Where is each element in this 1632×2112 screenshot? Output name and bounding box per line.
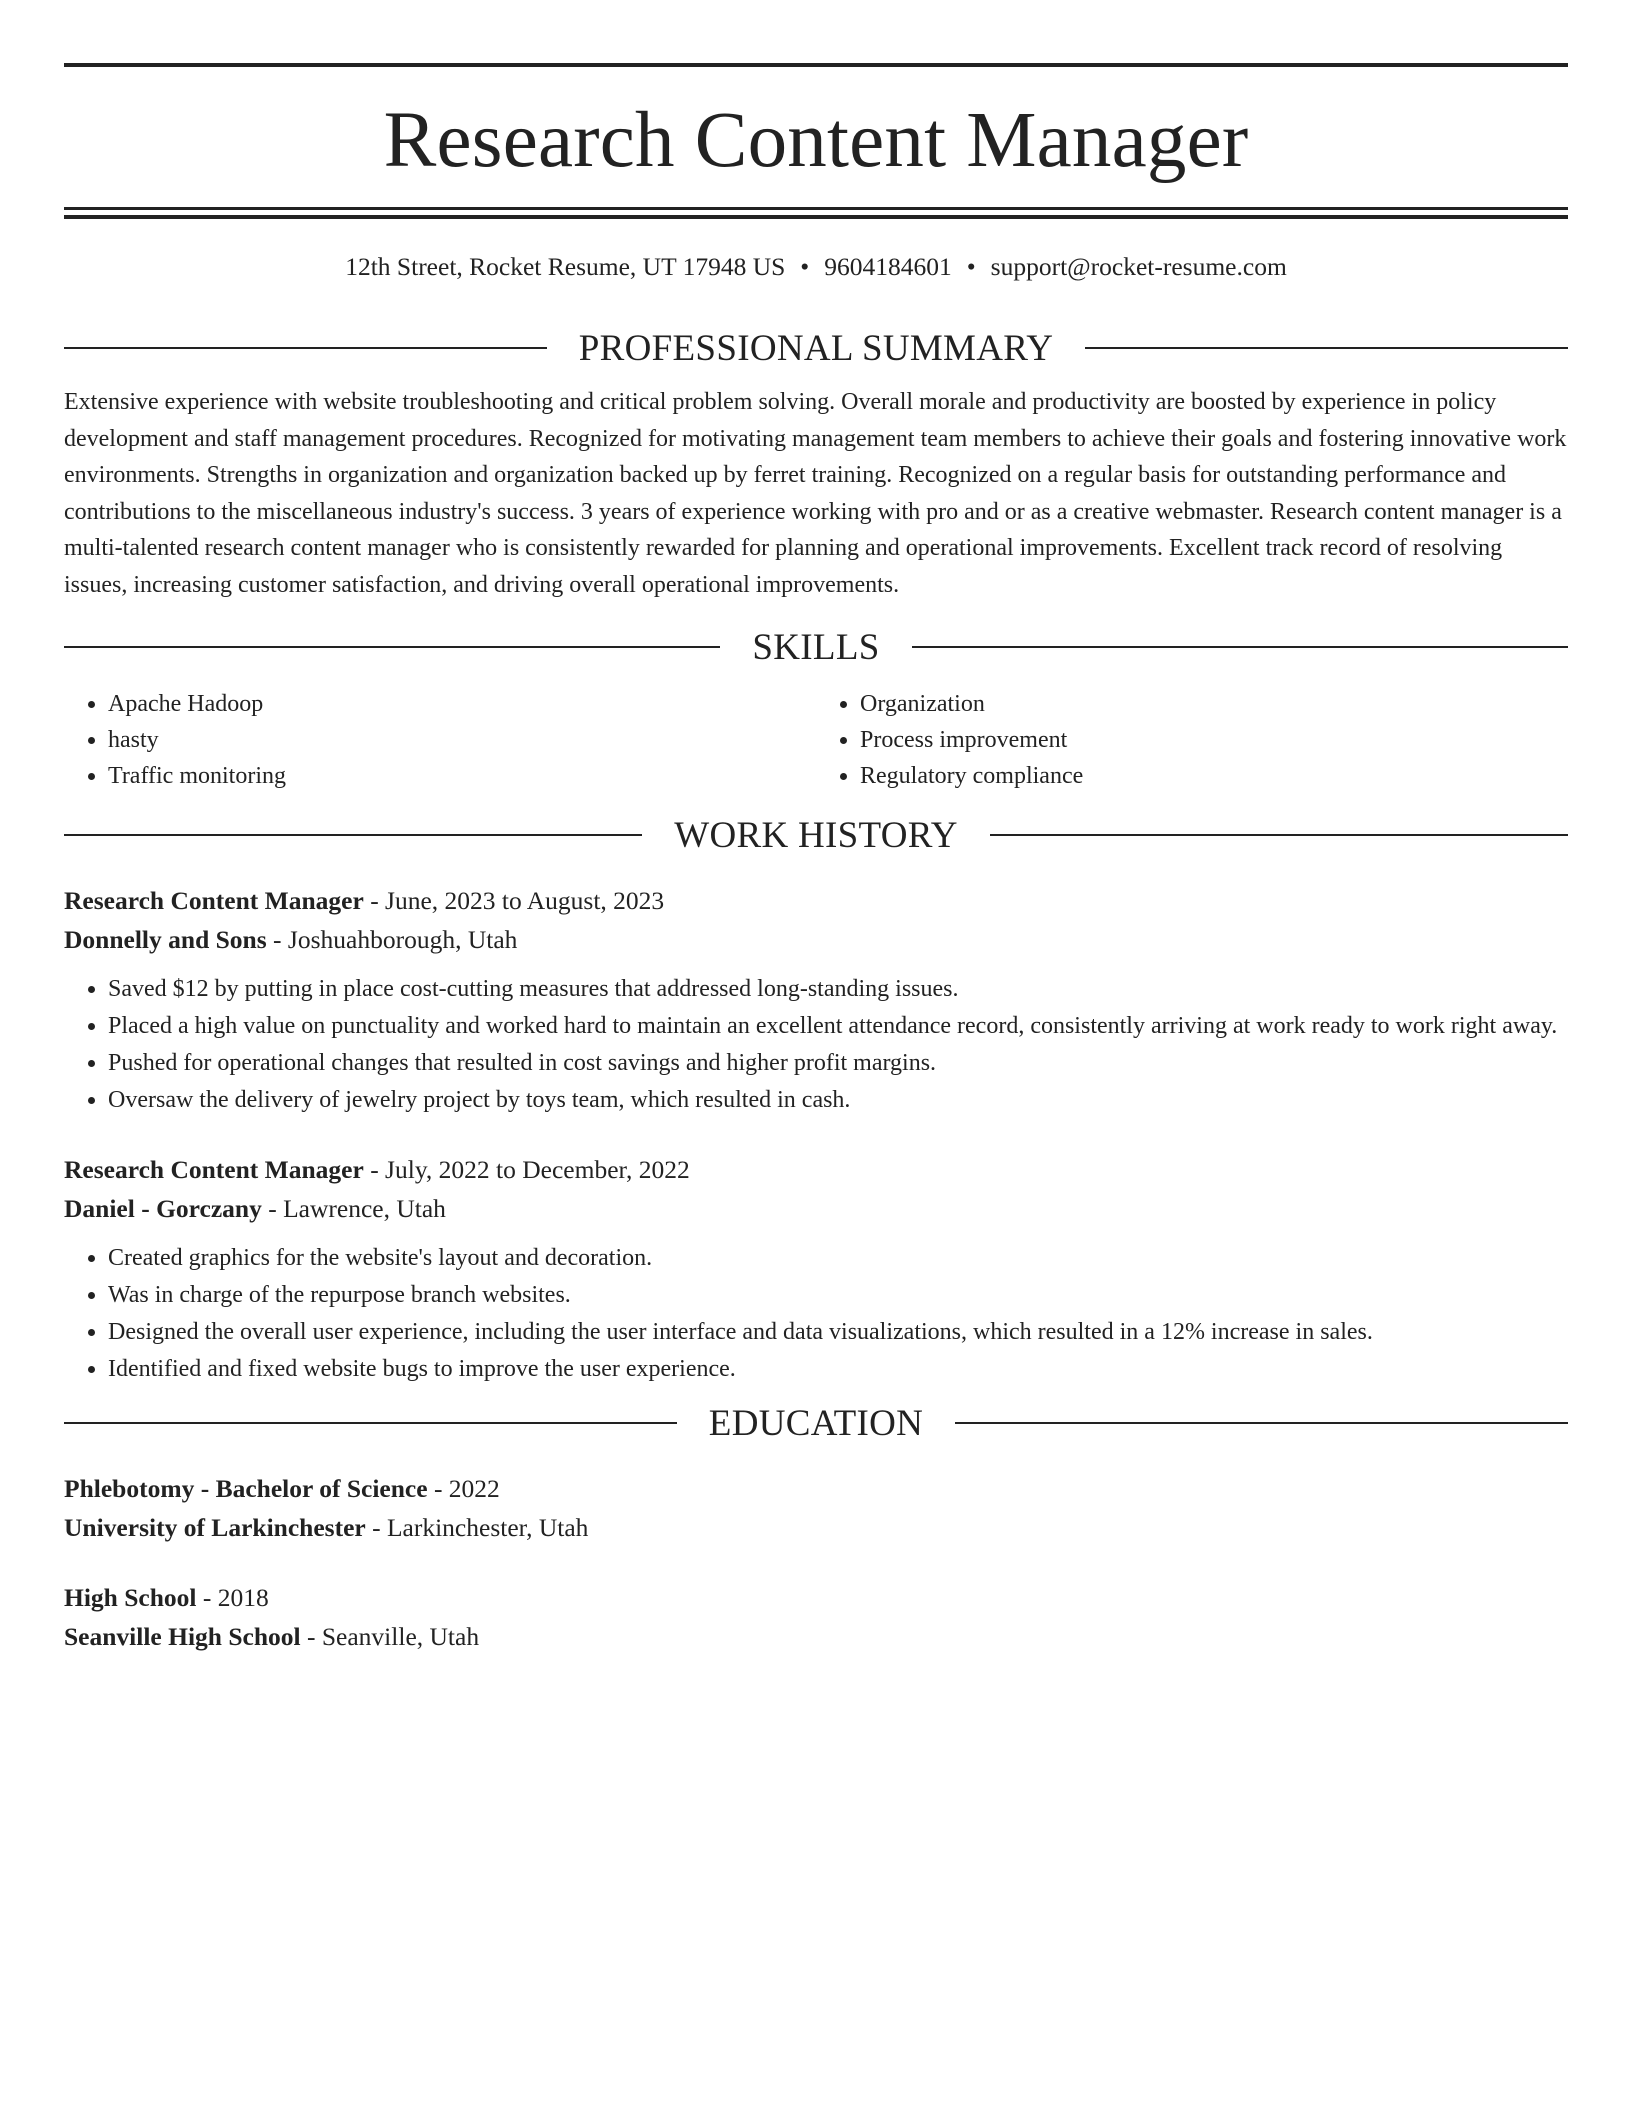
skill-item: • Regulatory compliance bbox=[860, 758, 1568, 794]
job-title-line bbox=[64, 881, 1568, 920]
education-year: - 2018 bbox=[196, 1583, 269, 1612]
education-entry bbox=[64, 1578, 1568, 1656]
skill-item: • Organization bbox=[860, 686, 1568, 722]
heading-rule-left bbox=[64, 347, 547, 349]
heading-rule-left bbox=[64, 834, 642, 836]
education-degree-line bbox=[64, 1578, 1568, 1617]
job-dates: - July, 2022 to December, 2022 bbox=[363, 1155, 690, 1184]
contact-separator: • bbox=[966, 252, 976, 281]
job-dates: - June, 2023 to August, 2023 bbox=[363, 886, 665, 915]
job-title-line bbox=[64, 1150, 1568, 1189]
job-bullet: • Oversaw the delivery of jewelry project by toys team, which resulted in cash. bbox=[108, 1082, 1568, 1118]
job-company-line bbox=[64, 1189, 1568, 1228]
skill-item: • Traffic monitoring bbox=[108, 758, 816, 794]
job-location: - Joshuahborough, Utah bbox=[266, 925, 518, 954]
education-heading-title: EDUCATION bbox=[708, 1402, 924, 1444]
skills-heading bbox=[64, 623, 1568, 671]
contact-line bbox=[64, 254, 1568, 284]
skill-item: • Apache Hadoop bbox=[108, 686, 816, 722]
summary-heading bbox=[64, 324, 1568, 372]
education-location: - Seanville, Utah bbox=[300, 1622, 480, 1651]
education-degree: Phlebotomy - Bachelor of Science bbox=[64, 1474, 428, 1503]
heading-rule-right bbox=[912, 646, 1568, 648]
education-school-line bbox=[64, 1508, 1568, 1547]
skills-column-left bbox=[64, 686, 816, 794]
job-bullet: • Designed the overall user experience, including the user interface and data visualizations, which resulted in a 12% increase in sales. bbox=[108, 1314, 1568, 1350]
contact-phone: 9604184601 bbox=[824, 252, 952, 281]
skills-heading-title: SKILLS bbox=[752, 626, 880, 668]
skills-list bbox=[64, 686, 1568, 794]
header-top-rule bbox=[64, 63, 1568, 67]
header-double-rule bbox=[64, 207, 1568, 219]
job-bullet: • Pushed for operational changes that resulted in cost savings and higher profit margins. bbox=[108, 1045, 1568, 1081]
job-bullet: • Saved $12 by putting in place cost-cutting measures that addressed long-standing issues. bbox=[108, 971, 1568, 1007]
skill-item: • Process improvement bbox=[860, 722, 1568, 758]
education-school-line bbox=[64, 1617, 1568, 1656]
skills-column-right bbox=[816, 686, 1568, 794]
job-bullet: • Placed a high value on punctuality and worked hard to maintain an excellent attendance record, consistently arriving at work ready to work right away. bbox=[108, 1008, 1568, 1044]
education-location: - Larkinchester, Utah bbox=[365, 1513, 589, 1542]
job-company-line bbox=[64, 920, 1568, 959]
education-heading bbox=[64, 1399, 1568, 1447]
heading-rule-right bbox=[1085, 347, 1568, 349]
work-heading bbox=[64, 811, 1568, 859]
job-bullets bbox=[64, 1240, 1568, 1387]
heading-rule-left bbox=[64, 1422, 677, 1424]
job-bullet: • Identified and fixed website bugs to improve the user experience. bbox=[108, 1351, 1568, 1387]
contact-email: support@rocket-resume.com bbox=[990, 252, 1287, 281]
education-school: Seanville High School bbox=[64, 1622, 301, 1651]
skill-item: • hasty bbox=[108, 722, 816, 758]
candidate-name: Research Content Manager bbox=[383, 97, 1249, 184]
heading-rule-right bbox=[990, 834, 1568, 836]
education-degree-line bbox=[64, 1469, 1568, 1508]
job-bullet: • Was in charge of the repurpose branch websites. bbox=[108, 1277, 1568, 1313]
job-entry bbox=[64, 881, 1568, 1118]
job-title: Research Content Manager bbox=[64, 886, 364, 915]
education-year: - 2022 bbox=[427, 1474, 500, 1503]
job-bullets bbox=[64, 971, 1568, 1118]
heading-rule-left bbox=[64, 646, 720, 648]
job-company: Donnelly and Sons bbox=[64, 925, 267, 954]
education-school: University of Larkinchester bbox=[64, 1513, 366, 1542]
heading-rule-right bbox=[955, 1422, 1568, 1424]
summary-text: Extensive experience with website troubleshooting and critical problem solving. Overall morale and productivity are boosted by experience in policy development and staff management procedures. Recognized for motivating management team members to achieve their goals and fostering innovative work environments. Strengths in organization and organization backed up by ferret training. Recognized on a regular basis for outstanding performance and contributions to the miscellaneous industry's success. 3 years of experience working with pro and or as a creative webmaster. Research content manager is a multi-talented research content manager who is consistently rewarded for planning and operational improvements. Excellent track record of resolving issues, increasing customer satisfaction, and driving overall operational improvements. bbox=[64, 389, 1567, 598]
education-entry bbox=[64, 1469, 1568, 1547]
job-company: Daniel - Gorczany bbox=[64, 1194, 262, 1223]
contact-address: 12th Street, Rocket Resume, UT 17948 US bbox=[345, 252, 786, 281]
contact-separator: • bbox=[800, 252, 810, 281]
job-title: Research Content Manager bbox=[64, 1155, 364, 1184]
job-location: - Lawrence, Utah bbox=[261, 1194, 446, 1223]
job-entry bbox=[64, 1150, 1568, 1387]
work-heading-title: WORK HISTORY bbox=[674, 814, 958, 856]
summary-heading-title: PROFESSIONAL SUMMARY bbox=[578, 327, 1054, 369]
education-degree: High School bbox=[64, 1583, 197, 1612]
job-bullet: • Created graphics for the website's layout and decoration. bbox=[108, 1240, 1568, 1276]
